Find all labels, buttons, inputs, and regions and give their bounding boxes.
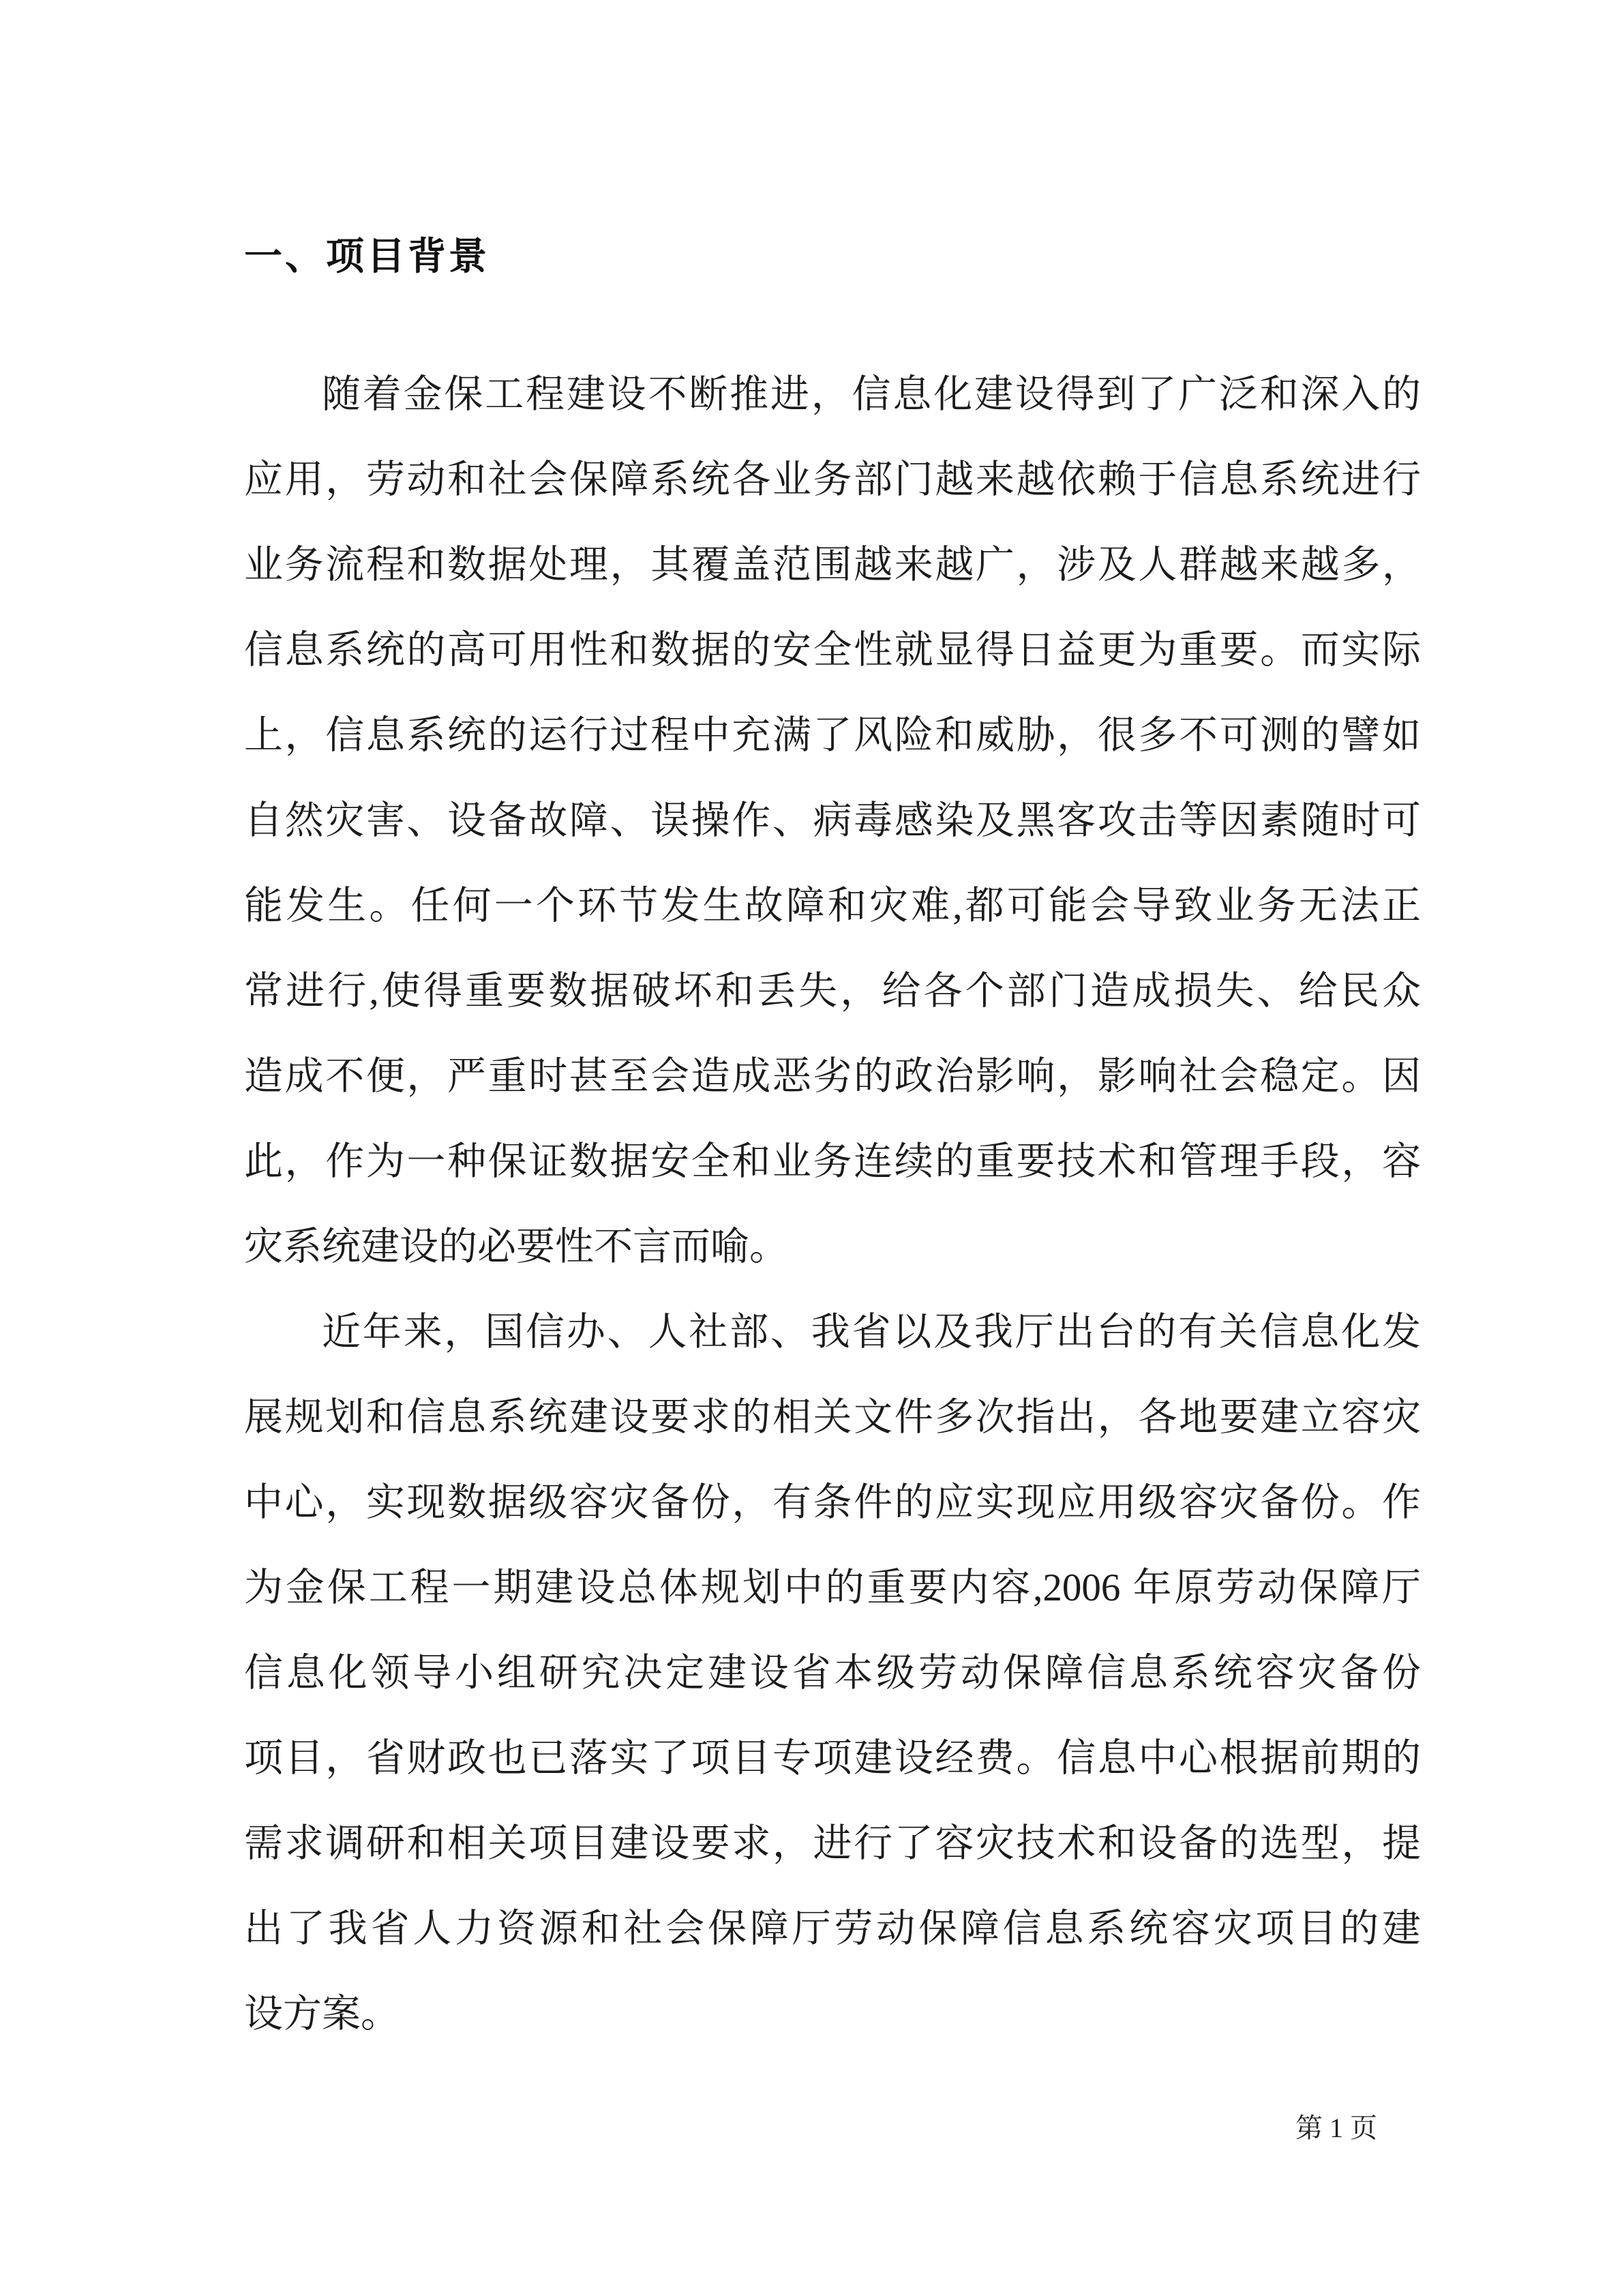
- page-footer: [1295, 2111, 1377, 2145]
- text-line: 能发生。任何一个环节发生故障和灾难,都可能会导致业务无法正: [244, 884, 1421, 927]
- text-line: 随着金保工程建设不断推进，信息化建设得到了广泛和深入的: [322, 373, 1421, 416]
- text-line: 需求调研和相关项目建设要求，进行了容灾技术和设备的选型，提: [244, 1822, 1421, 1865]
- text-line: 设方案。: [244, 1993, 400, 2036]
- text-line: 此，作为一种保证数据安全和业务连续的重要技术和管理手段，容: [244, 1140, 1421, 1183]
- text-line: 业务流程和数据处理，其覆盖范围越来越广，涉及人群越来越多，: [244, 543, 1421, 586]
- text-line: 上，信息系统的运行过程中充满了风险和威胁，很多不可测的譬如: [244, 714, 1421, 757]
- text-line: 常进行,使得重要数据破坏和丢失，给各个部门造成损失、给民众: [244, 970, 1421, 1013]
- text-line: 自然灾害、设备故障、误操作、病毒感染及黑客攻击等因素随时可: [244, 799, 1421, 842]
- text-line: 信息系统的高可用性和数据的安全性就显得日益更为重要。而实际: [244, 629, 1421, 672]
- text-line: 造成不便，严重时甚至会造成恶劣的政治影响，影响社会稳定。因: [244, 1055, 1421, 1098]
- document-body: [244, 352, 1421, 2057]
- text-line: 出了我省人力资源和社会保障厅劳动保障信息系统容灾项目的建: [244, 1907, 1421, 1950]
- paragraph: [244, 1289, 1421, 2057]
- text-line: 信息化领导小组研究决定建设省本级劳动保障信息系统容灾备份: [244, 1652, 1421, 1695]
- text-line: 灾系统建设的必要性不言而喻。: [244, 1225, 788, 1268]
- section-heading: 一、项目背景: [244, 235, 490, 278]
- text-line: 为金保工程一期建设总体规划中的重要内容,2006 年原劳动保障厅: [244, 1566, 1421, 1609]
- text-line: 项目，省财政也已落实了项目专项建设经费。信息中心根据前期的: [244, 1737, 1421, 1780]
- text-line: 展规划和信息系统建设要求的相关文件多次指出，各地要建立容灾: [244, 1396, 1421, 1439]
- text-line: 中心，实现数据级容灾备份，有条件的应实现应用级容灾备份。作: [244, 1481, 1421, 1524]
- text-line: 近年来，国信办、人社部、我省以及我厅出台的有关信息化发: [322, 1311, 1421, 1354]
- page-number: 第 1 页: [1295, 2113, 1377, 2143]
- paragraph: [244, 352, 1421, 1289]
- text-line: 应用，劳动和社会保障系统各业务部门越来越依赖于信息系统进行: [244, 458, 1421, 501]
